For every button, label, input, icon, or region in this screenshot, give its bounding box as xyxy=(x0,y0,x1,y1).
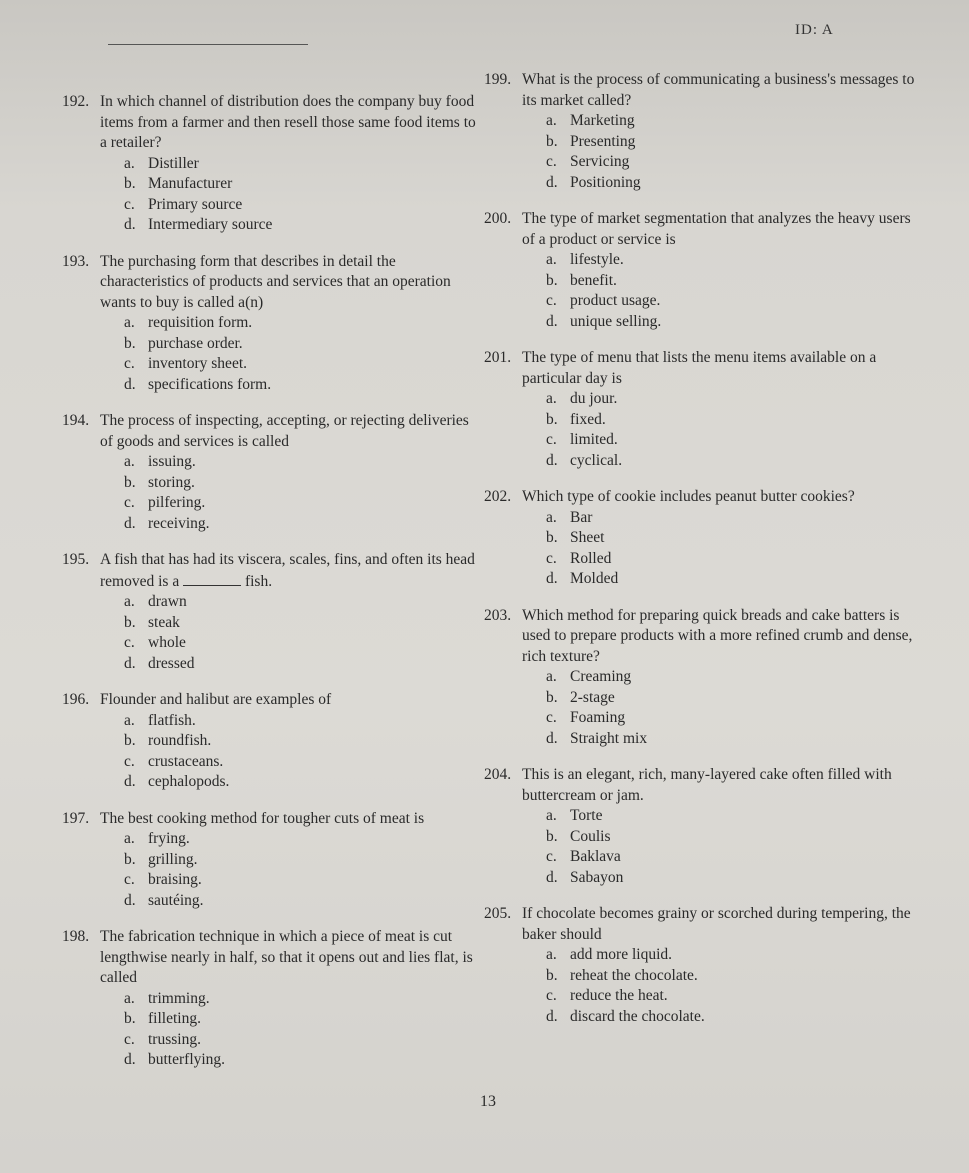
option-letter: d. xyxy=(546,570,558,587)
question-text-before-blank: A fish that has had its viscera, scales, fins, and often its head removed is a xyxy=(100,551,475,590)
option-letter: d. xyxy=(546,1007,558,1025)
answer-option xyxy=(124,633,482,654)
option-text: grilling. xyxy=(148,850,198,868)
option-text: Straight mix xyxy=(570,729,648,747)
option-letter: c. xyxy=(546,549,557,567)
answer-option xyxy=(546,708,924,729)
option-letter: a. xyxy=(124,314,135,331)
question-number: 202. xyxy=(484,488,512,505)
answer-option xyxy=(124,592,482,613)
answer-option xyxy=(546,986,924,1007)
question-201 xyxy=(484,348,924,471)
answer-option xyxy=(546,729,924,750)
answer-blank xyxy=(183,571,241,586)
question-198 xyxy=(62,927,482,1071)
option-text: Bar xyxy=(570,508,593,526)
answer-option xyxy=(546,667,924,688)
option-letter: b. xyxy=(546,966,558,984)
answer-option xyxy=(546,1007,924,1028)
question-text: The best cooking method for tougher cuts of meat is xyxy=(100,809,425,827)
answer-option xyxy=(124,354,482,375)
answer-option xyxy=(546,528,924,549)
question-number: 193. xyxy=(62,252,90,270)
option-letter: c. xyxy=(546,848,557,865)
answer-option xyxy=(124,989,482,1010)
answer-option xyxy=(124,452,482,473)
question-number: 192. xyxy=(62,93,90,110)
answer-option xyxy=(124,870,482,891)
option-letter: a. xyxy=(124,830,135,847)
option-text: Torte xyxy=(570,807,603,824)
option-text: reheat the chocolate. xyxy=(570,966,698,984)
option-text: roundfish. xyxy=(148,732,212,749)
question-194 xyxy=(62,411,482,534)
option-text: lifestyle. xyxy=(570,251,624,268)
answer-option xyxy=(546,827,924,848)
option-text: Primary source xyxy=(148,195,243,213)
option-letter: d. xyxy=(124,216,136,233)
answer-option xyxy=(124,375,482,396)
right-column xyxy=(484,70,924,1043)
option-letter: c. xyxy=(546,153,557,170)
question-text: The fabrication technique in which a piece of meat is cut lengthwise nearly in half, so that it opens out and lies flat, is called xyxy=(100,928,473,986)
question-200 xyxy=(484,209,924,332)
answer-option xyxy=(124,493,482,514)
option-letter: d. xyxy=(124,514,136,532)
question-text: The type of market segmentation that analyzes the heavy users of a product or service is xyxy=(522,210,911,248)
option-letter: d. xyxy=(546,451,558,469)
question-number: 200. xyxy=(484,210,512,227)
answer-option xyxy=(546,945,924,966)
option-text: whole xyxy=(148,634,186,651)
answer-option xyxy=(124,752,482,773)
left-column xyxy=(62,92,482,1087)
question-number: 198. xyxy=(62,928,90,945)
answer-option xyxy=(124,334,482,355)
option-letter: d. xyxy=(124,654,136,672)
option-letter: a. xyxy=(546,807,557,824)
answer-option xyxy=(546,291,924,312)
question-192 xyxy=(62,92,482,236)
option-letter: a. xyxy=(124,711,135,729)
option-text: Positioning xyxy=(570,173,641,191)
option-letter: c. xyxy=(546,987,557,1004)
option-letter: c. xyxy=(546,431,557,448)
answer-option xyxy=(546,132,924,153)
answer-option xyxy=(124,154,482,175)
option-letter: c. xyxy=(124,355,135,372)
option-letter: a. xyxy=(546,668,557,685)
page-number: 13 xyxy=(480,1093,496,1110)
option-letter: b. xyxy=(546,827,558,845)
option-text: steak xyxy=(148,613,180,631)
option-text: Foaming xyxy=(570,709,626,726)
question-203 xyxy=(484,606,924,750)
question-195 xyxy=(62,550,482,674)
question-number: 196. xyxy=(62,691,90,708)
question-number: 194. xyxy=(62,412,90,429)
answer-option xyxy=(124,1050,482,1071)
question-text: Which method for preparing quick breads and cake batters is used to prepare products with a more refined crumb and dense, rich texture? xyxy=(522,606,913,665)
answer-option xyxy=(124,1030,482,1051)
option-letter: c. xyxy=(124,195,135,213)
option-text: crustaceans. xyxy=(148,752,224,770)
option-letter: b. xyxy=(124,334,136,352)
option-letter: b. xyxy=(124,732,136,749)
answer-option xyxy=(546,312,924,333)
answer-option xyxy=(546,173,924,194)
answer-option xyxy=(124,1009,482,1030)
header-rule xyxy=(108,44,308,45)
option-text: Coulis xyxy=(570,827,611,845)
answer-option xyxy=(546,389,924,410)
question-197 xyxy=(62,809,482,912)
answer-option xyxy=(124,215,482,236)
answer-option xyxy=(124,514,482,535)
option-letter: b. xyxy=(546,132,558,150)
question-number: 197. xyxy=(62,809,90,827)
option-text: Sabayon xyxy=(570,868,624,886)
answer-option xyxy=(546,549,924,570)
question-text: The purchasing form that describes in detail the characteristics of products and services that an operation wants to buy is called a(n) xyxy=(100,252,451,311)
question-199 xyxy=(484,70,924,193)
question-text: The process of inspecting, accepting, or rejecting deliveries of goods and services is called xyxy=(100,412,469,450)
answer-option xyxy=(546,451,924,472)
option-letter: b. xyxy=(124,175,136,192)
question-number: 199. xyxy=(484,71,512,88)
option-text: reduce the heat. xyxy=(570,987,668,1004)
option-letter: d. xyxy=(546,729,558,747)
option-letter: b. xyxy=(546,410,558,428)
option-text: cyclical. xyxy=(570,451,623,469)
option-text: product usage. xyxy=(570,292,661,309)
option-letter: b. xyxy=(124,473,136,491)
question-text-after-blank: fish. xyxy=(244,572,273,590)
id-label: ID: A xyxy=(795,22,834,38)
option-text: add more liquid. xyxy=(570,946,673,963)
answer-option xyxy=(546,430,924,451)
question-193 xyxy=(62,252,482,396)
option-text: braising. xyxy=(148,871,202,888)
option-letter: b. xyxy=(546,271,558,289)
answer-option xyxy=(546,250,924,271)
option-letter: a. xyxy=(124,989,135,1007)
option-letter: a. xyxy=(124,593,135,610)
question-text xyxy=(100,550,482,592)
option-letter: d. xyxy=(124,891,136,909)
answer-option xyxy=(124,731,482,752)
option-text: benefit. xyxy=(570,271,617,289)
question-text: Which type of cookie includes peanut butter cookies? xyxy=(522,488,855,505)
answer-option xyxy=(546,410,924,431)
option-text: frying. xyxy=(148,830,190,847)
answer-option xyxy=(546,569,924,590)
option-text: flatfish. xyxy=(148,711,196,729)
option-letter: a. xyxy=(546,251,557,268)
option-text: pilfering. xyxy=(148,494,206,511)
option-letter: d. xyxy=(124,773,136,790)
option-letter: c. xyxy=(124,752,135,770)
answer-option xyxy=(124,313,482,334)
option-letter: a. xyxy=(124,453,135,470)
answer-option xyxy=(124,711,482,732)
answer-option xyxy=(124,654,482,675)
option-text: specifications form. xyxy=(148,375,272,393)
option-text: Intermediary source xyxy=(148,216,273,233)
option-letter: c. xyxy=(124,634,135,651)
option-text: sautéing. xyxy=(148,891,204,909)
option-text: Marketing xyxy=(570,112,635,129)
question-202 xyxy=(484,487,924,590)
option-letter: c. xyxy=(124,871,135,888)
question-text: If chocolate becomes grainy or scorched during tempering, the baker should xyxy=(522,905,911,943)
option-text: 2-stage xyxy=(570,688,615,706)
option-text: filleting. xyxy=(148,1010,201,1027)
question-number: 195. xyxy=(62,551,90,568)
option-letter: b. xyxy=(546,688,558,706)
answer-option xyxy=(546,152,924,173)
option-text: Molded xyxy=(570,570,619,587)
answer-option xyxy=(546,847,924,868)
option-text: Rolled xyxy=(570,549,612,567)
question-text: Flounder and halibut are examples of xyxy=(100,691,332,708)
option-text: du jour. xyxy=(570,390,618,407)
option-letter: b. xyxy=(124,613,136,631)
question-text: What is the process of communicating a business's messages to its market called? xyxy=(522,71,915,109)
option-letter: a. xyxy=(546,112,557,129)
option-letter: d. xyxy=(546,173,558,191)
question-text: This is an elegant, rich, many-layered cake often filled with buttercream or jam. xyxy=(522,766,892,804)
question-number: 203. xyxy=(484,606,512,624)
option-letter: c. xyxy=(546,709,557,726)
question-text: The type of menu that lists the menu items available on a particular day is xyxy=(522,349,877,387)
option-text: Baklava xyxy=(570,848,621,865)
option-text: discard the chocolate. xyxy=(570,1007,705,1025)
question-text: In which channel of distribution does the company buy food items from a farmer and then resell those same food items to a retailer? xyxy=(100,93,476,151)
question-number: 201. xyxy=(484,349,512,366)
option-text: Sheet xyxy=(570,529,605,546)
question-number: 205. xyxy=(484,905,512,922)
option-letter: a. xyxy=(546,946,557,963)
option-text: Manufacturer xyxy=(148,175,233,192)
answer-option xyxy=(124,891,482,912)
option-letter: c. xyxy=(546,292,557,309)
option-letter: a. xyxy=(546,390,557,407)
question-number: 204. xyxy=(484,766,512,783)
option-letter: b. xyxy=(546,529,558,546)
option-letter: d. xyxy=(124,375,136,393)
answer-option xyxy=(546,271,924,292)
option-text: inventory sheet. xyxy=(148,355,248,372)
option-text: limited. xyxy=(570,431,618,448)
option-letter: a. xyxy=(124,154,135,172)
option-text: requisition form. xyxy=(148,314,253,331)
answer-option xyxy=(124,829,482,850)
answer-option xyxy=(124,174,482,195)
option-letter: b. xyxy=(124,850,136,868)
option-letter: c. xyxy=(124,494,135,511)
option-text: Creaming xyxy=(570,668,632,685)
option-text: trimming. xyxy=(148,989,210,1007)
option-text: Distiller xyxy=(148,154,199,172)
answer-option xyxy=(546,688,924,709)
answer-option xyxy=(546,111,924,132)
option-text: issuing. xyxy=(148,453,196,470)
question-196 xyxy=(62,690,482,793)
answer-option xyxy=(546,508,924,529)
option-letter: d. xyxy=(546,312,558,330)
answer-option xyxy=(124,195,482,216)
option-text: purchase order. xyxy=(148,334,243,352)
option-letter: a. xyxy=(546,508,557,526)
answer-option xyxy=(124,473,482,494)
option-text: cephalopods. xyxy=(148,773,230,790)
option-text: trussing. xyxy=(148,1030,201,1048)
option-letter: d. xyxy=(546,868,558,886)
question-204 xyxy=(484,765,924,888)
option-letter: d. xyxy=(124,1051,136,1068)
option-text: drawn xyxy=(148,593,187,610)
option-text: unique selling. xyxy=(570,312,662,330)
option-text: butterflying. xyxy=(148,1051,226,1068)
option-letter: b. xyxy=(124,1010,136,1027)
answer-option xyxy=(546,806,924,827)
answer-option xyxy=(124,772,482,793)
answer-option xyxy=(124,613,482,634)
option-letter: c. xyxy=(124,1030,135,1048)
option-text: Servicing xyxy=(570,153,630,170)
answer-option xyxy=(546,868,924,889)
answer-option xyxy=(546,966,924,987)
question-205 xyxy=(484,904,924,1027)
option-text: dressed xyxy=(148,654,195,672)
option-text: fixed. xyxy=(570,410,606,428)
option-text: receiving. xyxy=(148,514,210,532)
option-text: storing. xyxy=(148,473,195,491)
answer-option xyxy=(124,850,482,871)
option-text: Presenting xyxy=(570,132,636,150)
